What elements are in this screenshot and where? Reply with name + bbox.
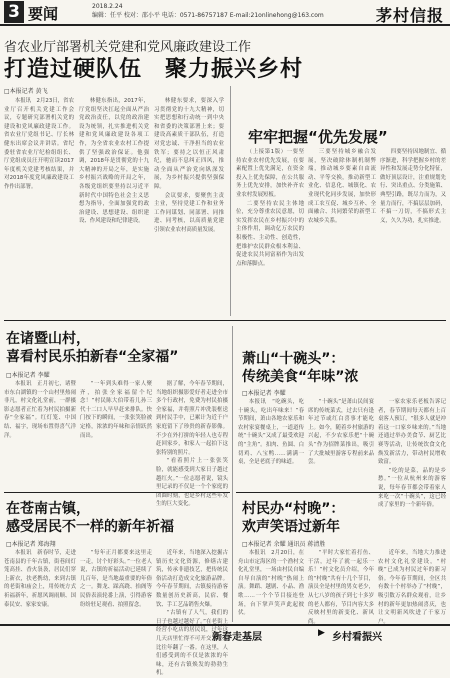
story-3-paragraph: 本报讯 新春时节，走进苍南县的千年古镇，街巷间灯笼高挂、香火袅袅，居民们穿上新衣，扶老携幼，来到古镇的老街和庙会上，用传统方式祈福新年，祈愿风调雨顺、国泰民安、家家安康。	[4, 550, 76, 608]
story-3-column-3	[156, 549, 228, 677]
page-number: 3	[4, 1, 24, 23]
story-2-column-1	[238, 398, 304, 486]
lead-paragraph: 会议要求，要聚焦主责主业，坚持党建工作和业务工作同谋划、同部署、同推进、同考核，以高质量党建引领农业农村高质量发展。	[154, 192, 224, 233]
story-3-title-line: 感受居民不一样的新年祈福	[6, 519, 174, 535]
column-divider	[232, 326, 233, 622]
lead-paragraph: 林健东要求，要深入学习贯彻党的十九大精神，切实把思想和行动统一到中央和省委的决策部署上来；要建设高素质干部队伍，打造对党忠诚、干净担当的农业铁军；要持之以恒正风肃纪，驰而不息纠正四风，推动全面从严治党向纵深发展，为乡村振兴提供坚强保障。	[154, 98, 224, 190]
story-3-byline: □本报记者 郑海翔	[6, 541, 56, 548]
story-3-column-1	[4, 549, 76, 621]
story-2-paragraph: “吃的是菜，品的是乡愁。”一位从杭州来的游客说，每年春节都会带着家人来吃一次“十碗头”，这已经成了家里的一个新年俗。	[378, 467, 446, 509]
sidebar-paragraph: （上接第1版）一要坚持农业农村优先发展，在要素配置上优先满足，在资金投入上优先保障，在公共服务上优先安排，加快补齐农业农村发展短板。	[236, 149, 304, 198]
story-1-title-line: 在诸暨山村，	[6, 331, 90, 347]
editor-email: E-mail:21onlinehong@163.com	[229, 12, 324, 19]
story-4-column-2	[308, 549, 374, 625]
story-2-title-line: 传统美食“年味”浓	[242, 369, 359, 385]
footer-column-tag-right: 乡村看振兴	[332, 632, 382, 643]
story-1-title	[6, 330, 178, 366]
sidebar-paragraph: 四要坚持因地制宜、循序渐进，科学把握乡村的差异性和发展走势分化特征，做好顶层设计，注重规划先行、突出重点、分类施策、典型引路，既尽力而为，又量力而行，不搞层层加码，不搞一刀切，不搞形式主义，久久为功，扎实推进。	[380, 149, 446, 224]
story-4-title-line: 村民办“村晚”：	[242, 501, 345, 517]
story-2-byline: □本报记者 李耀	[242, 390, 286, 397]
story-2-paragraph: “十碗头”是萧山民间宴席的传统菜式，过去只有逢年过节或红白喜事才能吃上。如今，随着乡村旅游的兴起，不少农家乐把“十碗头”作为招牌菜推出，吸引了大批城里游客专程前来品尝。	[308, 399, 374, 466]
page-header	[0, 0, 450, 26]
story-2-column-3	[378, 398, 446, 509]
story-3-title-line: 在苍南古镇，	[6, 501, 90, 517]
lead-column-2	[79, 97, 149, 315]
editor-line	[92, 11, 324, 20]
story-1-column-2	[80, 380, 152, 486]
sidebar-title: 牢牢把握“优先发展”	[248, 128, 388, 146]
story-1-paragraph: “看着照片上一张张笑脸，就能感受到大家日子越过越红火。”一位志愿者说，镜头里记录的不仅是一个个家庭的团圆时刻，也是乡村这些年发生的巨大变化。	[156, 458, 228, 508]
story-1-paragraph: 据了解，今年春节期间，当地组织摄影爱好者走进全市多个行政村，免费为村民拍摄全家福，并将照片冲洗装框送到村民手中，已累计为近千户家庭留下了珍贵的新春影像。不少在外打拼的年轻人也专程赶回家乡，和家人一起拍下这张特别的照片。	[156, 381, 228, 456]
sidebar-paragraph: 三要坚持城乡融合发展，坚决破除体制机制弊端，推动城乡要素自由流动、平等交换，推动新型工业化、信息化、城镇化、农业现代化同步发展，加快形成工农互促、城乡互补、全面融合、共同繁荣的新型工农城乡关系。	[308, 149, 376, 224]
section-name: 要闻	[28, 5, 59, 23]
story-4-paragraph: 本报讯 2月20日，在舟山市定海区的一个渔村文化礼堂里，一场由村民自编自导自演的“村晚”热闹上演。舞蹈、越剧、小品、渔歌……一个个节目接连登场，台下掌声笑声此起彼伏。	[238, 550, 304, 617]
sidebar-column-1	[236, 148, 304, 316]
story-4-column-1	[238, 549, 304, 621]
story-4-byline: □本报记者 余耀 通讯员 蒋清胜	[242, 541, 326, 548]
story-4-title-line: 欢声笑语过新年	[242, 519, 340, 535]
story-3-paragraph: 近年来，当地深入挖掘古镇历史文化资源，修缮古建筑，传承非遗技艺，把传统民俗活动打造成文化旅游品牌。今年春节期间，古镇接待游客数量创历史新高，民宿、餐饮、手工艺品销售火爆。	[156, 550, 228, 608]
story-1-column-3	[156, 380, 228, 508]
story-2-title	[242, 350, 358, 386]
story-2-column-2	[308, 398, 374, 486]
issue-date: 2018.2.24	[92, 3, 123, 10]
story-3-title	[6, 500, 174, 536]
story-1-byline: □本报记者 李耀	[6, 372, 50, 379]
story-2-paragraph: 一家农家乐老板告诉记者，春节期间每天都有上百桌客人预订，“很多人就是冲着这一口家乡味来的。”当地还通过举办美食节、厨艺比赛等活动，让传统饮食文化焕发新活力，带动村民增收致富。	[378, 399, 446, 466]
section-divider	[4, 492, 230, 493]
story-1-title-line: 喜看村民乐拍新春“全家福”	[6, 349, 179, 365]
section-divider	[4, 320, 446, 321]
sidebar-column-2	[308, 148, 376, 316]
column-divider	[230, 86, 231, 316]
story-3-column-2	[80, 549, 152, 621]
header-meta	[92, 2, 324, 20]
story-2-paragraph: 本报讯 “吃碗头，吃十碗头，吃出年味来！”春节期间，萧山各地农家乐和农村家宴餐桌上，一道道传统“十碗头”又成了最受欢迎的“主角”。扣肉、鱼圆、白切鸡、八宝鸭……满满一桌，全是老底子的味道。	[238, 399, 304, 466]
lead-column-1	[4, 97, 74, 315]
lead-paragraph: 林健东指出，2017年，厅党组坚决扛起全面从严治党政治责任，以党的政治建设为统领，扎实推进机关党建和党风廉政建设各项工作，为全省农业农村工作提供了坚强政治保证。他强调，2018年是贯彻党的十九大精神的开局之年，是实施乡村振兴战略的开局之年，各级党组织要坚持以习近平新时代中国特色社会主义思想为指导，全面加强党的政治建设、思想建设、组织建设、作风建设和纪律建设。	[79, 98, 149, 225]
story-4-paragraph: “平时大家忙着打鱼、干活，过年了就一起乐一乐！”村文化员介绍，今年的“村晚”共有十几个节目，演员全是村里的男女老少，从七八岁的孩子到七十多岁的老人都有，节目内容大多反映村里的新变化、新风尚。	[308, 550, 374, 625]
story-4-title	[242, 500, 344, 536]
arrow-right-icon: ▶	[318, 628, 325, 638]
sidebar-column-3	[380, 148, 446, 316]
newspaper-logo: 茅村信报	[375, 6, 444, 25]
lead-kicker: 省农业厅部署机关党建和党风廉政建设工作	[4, 40, 252, 55]
story-4-column-3	[378, 549, 446, 625]
footer-column-tag-left: 新春走基层	[212, 632, 262, 643]
story-1-paragraph: 本报讯 正月初七，诸暨市东白湖镇的一个山村里热闹非凡，村文化礼堂前，一群摄影志愿者正忙着为村民拍摄新春“全家福”。红灯笼、中国结、福字，现场布置得喜气洋洋。	[4, 381, 76, 439]
lead-paragraph: 本报讯 2月23日，省农业厅召开机关党建工作会议，专题研究部署机关党的建设和党风廉政建设工作。省农业厅党组书记、厅长林健东出席会议并讲话。省纪委驻省农业厅纪检组组长、厅党组成员汪开明宣读2017年度机关党建考核结果，并对2018年度党风廉政建设工作作出部署。	[4, 98, 74, 190]
lead-headline: 打造过硬队伍 聚力振兴乡村	[4, 57, 304, 82]
editor-info: 编辑：任平 校对：邵小平 电话：0571-86757187	[92, 12, 228, 19]
story-1-paragraph: “一年到头难得一家人聚齐，拍张全家福留个纪念！”村民陈大伯带着儿孙三代十二口人早早赶来排队。快门按下的瞬间，一张张笑脸被定格，浓浓的年味和亲情跃然而出。	[80, 381, 152, 439]
sidebar-paragraph: 二要坚持农民主体地位，充分尊重农民意愿，切实发挥农民在乡村振兴中的主体作用，调动亿万农民的积极性、主动性、创造性，把维护农民群众根本利益、促进农民共同富裕作为出发点和落脚点。	[236, 200, 304, 267]
lead-byline: □本报记者 黄飞	[4, 88, 48, 95]
story-1-column-1	[4, 380, 76, 486]
story-2-title-line: 萧山“十碗头”：	[242, 351, 345, 367]
page-footer	[0, 624, 450, 643]
lead-column-3	[154, 97, 224, 315]
section-divider	[236, 492, 446, 493]
story-4-paragraph: 近年来，当地大力推进农村文化礼堂建设，“村晚”已成为村民过年的新习俗。今年春节期间，全区共有数十个村举办了“村晚”，吸引数万名群众观看，让乡村的新年更加热闹喜庆，也让文明新风吹进了千家万户。	[378, 550, 446, 625]
story-3-paragraph: “每年正月都要来这里走一走，讨个好彩头。”一位老人说，古镇的祈福活动已延续了几百年，是当地最重要的年俗之一。舞龙、踩高跷、抬阁等民俗表演轮番上演，引得游客纷纷驻足观看、拍照留念。	[80, 550, 152, 608]
story-3-paragraph: “古镇有了人气，我们的日子也越过越好了。”在老街上经营小吃店的居民说，过年这几天店里忙得不可开交，收入比往年翻了一番。在这里，人们感受到的不仅是浓浓的年味，还有古镇焕发的勃勃生机。	[156, 610, 228, 677]
